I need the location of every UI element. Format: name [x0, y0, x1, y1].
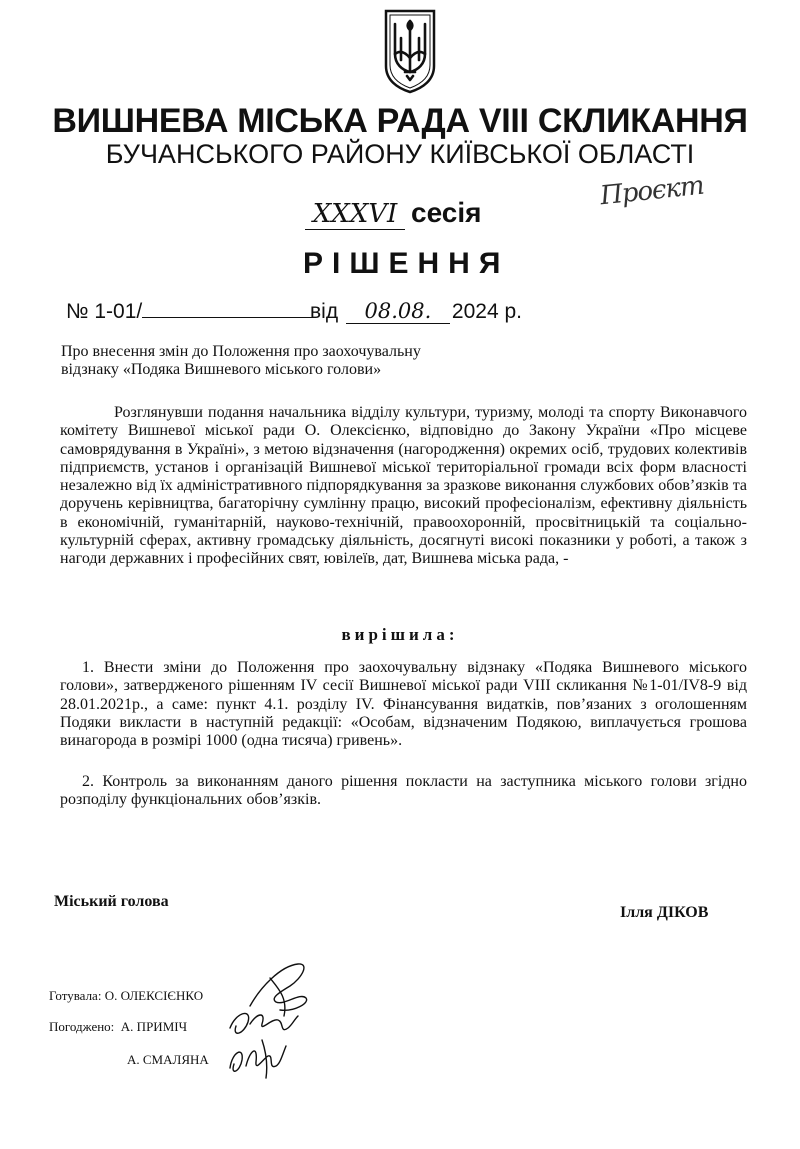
decision-number-blank	[142, 299, 314, 318]
agreed-label: Погоджено:	[49, 1019, 115, 1034]
session-label: сесія	[411, 197, 482, 228]
decision-item-2: 2. Контроль за виконанням даного рішення покласти на заступника міського голови згідно розподілу функціональних обов’язків.	[60, 773, 747, 809]
trident-coat-of-arms-icon	[383, 8, 437, 94]
council-title: ВИШНЕВА МІСЬКА РАДА VIII СКЛИКАННЯ	[52, 102, 748, 140]
session-number: XXXVI	[305, 199, 405, 230]
decision-subject: Про внесення змін до Положення про заохочувальну відзнаку «Подяка Вишневого міського голови»	[61, 343, 421, 379]
decision-date	[310, 299, 522, 324]
prepared-label: Готувала:	[49, 988, 102, 1003]
decision-number	[66, 299, 314, 324]
agreed-by-2	[127, 1052, 209, 1068]
decision-item-1: 1. Внести зміни до Положення про заохочувальну відзнаку «Подяка Вишневого міського голови», затвердженого рішенням IV сесії Вишневої міської ради VIII скликання №1-01/IV8-9 від 28.01.2021р., а саме: пункт 4.1. розділу IV. Фінансування видатків, пов’язаних з оголошенням Подяки викласти в наступній редакції: «Особам, відзначеним Подякою, виплачується грошова винагорода в розмірі 1000 (одна тисяча) гривень».	[60, 659, 747, 750]
date-suffix: 2024 р.	[451, 300, 522, 323]
agreed-name-1: А. ПРИМІЧ	[120, 1019, 188, 1034]
signature-smaliana	[222, 1032, 292, 1082]
council-subtitle: БУЧАНСЬКОГО РАЙОНУ КИЇВСЬКОЇ ОБЛАСТІ	[105, 139, 695, 169]
session-line	[305, 197, 481, 230]
agreed-name-2: А. СМАЛЯНА	[127, 1052, 209, 1067]
mayor-name: Ілля ДІКОВ	[620, 904, 709, 921]
mayor-title: Міський голова	[54, 893, 169, 910]
preamble-paragraph: Розглянувши подання начальника відділу культури, туризму, молоді та спорту Виконавчого комітету Вишневої міської ради О. Олексієнко, відповідно до Закону України «Про місцеве самоврядування в Україні», з метою відзначення (нагородження) окремих осіб, трудових колективів підприємств, установ і організацій Вишневої міської територіальної громади всіх форм власності незалежно від їх адміністративного підпорядкування за зразкове виконання службових обов’язків та доручень керівництва, багаторічну сумлінну працю, високий професіоналізм, ефективну діяльність в економічній, гуманітарній, науково-технічній, правоохоронній, просвітницькій та соціально-культурній сферах, активну громадську діяльність, досягнуті високі показники у роботі, а також з нагоди державних і професійних свят, ювілеїв, дат, Вишнева міська рада, -	[60, 404, 747, 568]
prepared-by	[49, 988, 203, 1004]
decision-title: РІШЕННЯ	[303, 247, 510, 280]
prepared-name: О. ОЛЕКСІЄНКО	[104, 988, 204, 1003]
resolved-heading: вирішила:	[341, 625, 459, 644]
draft-stamp: Проєкт	[598, 170, 706, 212]
decision-number-prefix: № 1-01/	[66, 300, 143, 323]
date-handwritten: 08.08.	[346, 299, 450, 324]
agreed-by-1	[49, 1019, 187, 1035]
date-prefix: від	[310, 300, 339, 323]
